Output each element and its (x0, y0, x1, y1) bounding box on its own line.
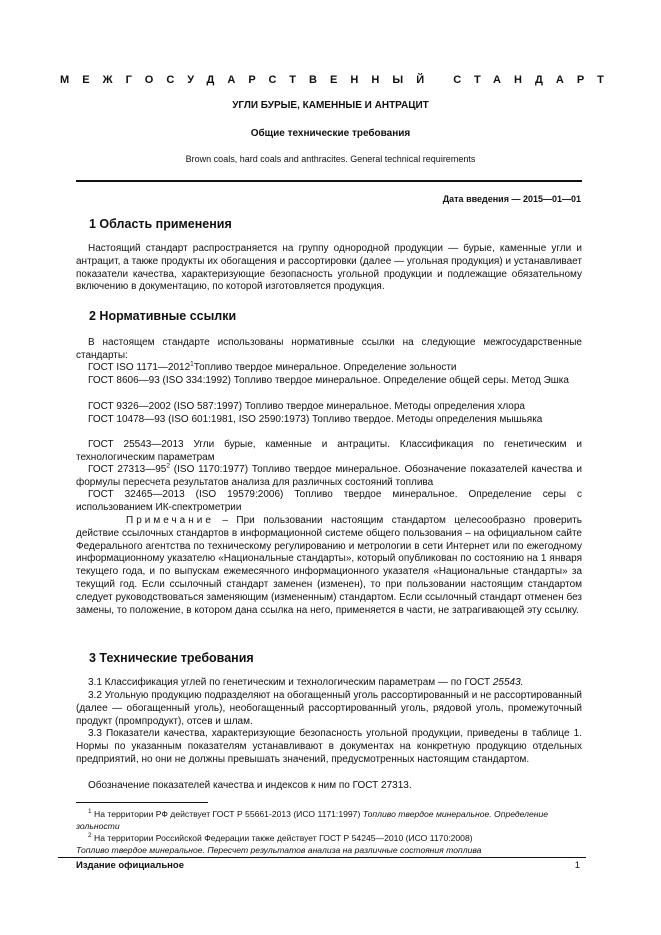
note-label: Примечание (126, 515, 214, 526)
section-1-text: Настоящий стандарт распространяется на группу однородной продукции — бурые, каменные угли и антрацит, а также продукты их обогащения и рассортировки (далее — угольная продукция) и устанавливает показатели качества, характеризующие безопасность угольной продукции и подлежащие обязательному включению в документацию, по которой изготовляется продукция. (76, 243, 582, 293)
english-title: Brown coals, hard coals and anthracites. General technical requirements (185, 154, 476, 164)
reference-6-code: ГОСТ 27313—95 (88, 464, 167, 475)
footnote-1 (76, 809, 582, 832)
note (76, 515, 582, 617)
note-text: – При пользовании настоящим стандартом целесообразно проверить действие ссылочных стандартов в информационной системе общего пользования – на официальном сайте Федерального агентства по техническому регулированию и метрологии в сети Интернет или по ежегодному информационному указателю «Национальные стандарты», который опубликован по состоянию на 1 января текущего года, и по выпускам ежемесячного информационного указателя «Национальные стандарты» за текущий год. Если ссылочный стандарт заменен (изменен), то при пользовании настоящим стандартом следует руководствоваться заменяющим (измененным) стандартом. Если ссылочный стандарт отменен без замены, то положение, в котором дана ссылка на него, применяется в части, не затрагивающей эту ссылку. (76, 515, 582, 616)
clause-3-3: 3.3 Показатели качества, характеризующие безопасность угольной продукции, приведены в таблице 1. Нормы по указанным показателям устанавливают в документах на конкретную продукцию отдельных предприятий, но они не должны превышать значений, предусмотренных настоящим стандартом. (76, 728, 582, 765)
reference-7: ГОСТ 32465—2013 (ISO 19579:2006) Топливо твердое минеральное. Определение серы с использованием ИК-спектрометрии (76, 489, 582, 513)
reference-3: ГОСТ 9326—2002 (ISO 587:1997) Топливо твердое минеральное. Методы определения хлора (88, 401, 525, 412)
footnote-mark-2: 2 (166, 462, 170, 470)
footnote-divider (76, 802, 208, 803)
title-divider (76, 180, 582, 182)
reference-5: ГОСТ 25543—2013 Угли бурые, каменные и антрациты. Классификация по генетическим и технологическим параметрам (76, 439, 582, 463)
introduction-date: Дата введения — 2015—01—01 (442, 194, 581, 204)
footnote-2-text: На территории Российской Федерации также действует ГОСТ Р 54245—2010 (ИСО 1170:2008) (91, 833, 473, 843)
footnote-mark-1: 1 (190, 360, 194, 368)
clause-3-2: 3.2 Угольную продукцию подразделяют на обогащенный уголь рассортированный и не рассортированный (далее — обогащенный уголь), необогащенный рассортированный уголь, рядовой уголь, промежуточный продукт (промпродукт), отсев и шлам. (76, 690, 582, 727)
reference-2: ГОСТ 8606—93 (ISO 334:1992) Топливо твердое минеральное. Определение общей серы. Метод Эшка (88, 375, 569, 386)
page-number: 1 (574, 860, 580, 871)
standard-label: МЕЖГОСУДАРСТВЕННЫЙ СТАНДАРТ (60, 74, 617, 86)
clause-3-3-designation: Обозначение показателей качества и индексов к ним по ГОСТ 27313. (88, 780, 412, 791)
reference-1-title: Топливо твердое минеральное. Определение зольности (193, 362, 457, 373)
footer-divider (58, 857, 586, 858)
footnote-1-title: Топливо твердое минеральное. Определение зольности (76, 809, 549, 831)
reference-1-code: ГОСТ ISO 1171—2012 (88, 362, 191, 373)
footnote-2 (76, 833, 582, 845)
reference-1 (76, 362, 582, 375)
clause-3-1-ref: 25543. (492, 677, 524, 688)
footnote-1-mark: 1 (88, 808, 92, 816)
clause-3-1-text: 3.1 Классификация углей по генетическим и технологическим параметрам — по ГОСТ (88, 677, 493, 688)
section-2-intro: В настоящем стандарте использованы нормативные ссылки на следующие межгосударственные стандарты: (76, 337, 582, 361)
section-2-heading: 2 Нормативные ссылки (89, 309, 237, 323)
section-1-heading: 1 Область применения (89, 217, 232, 231)
reference-6 (76, 464, 582, 490)
section-3-heading: 3 Технические требования (89, 651, 254, 665)
footnote-2-title: Топливо твердое минеральное. Пересчет результатов анализа на различные состояния топлива (76, 845, 482, 855)
reference-6-title: (ISO 1170:1977) Топливо твердое минеральное. Обозначение показателей качества и формулы пересчета результатов анализа для различных состояний топлива (76, 464, 582, 488)
reference-4: ГОСТ 10478—93 (ISO 601:1981, ISO 2590:1973) Топливо твердое. Методы определения мышьяка (88, 414, 543, 425)
footnote-1-text: На территории РФ действует ГОСТ Р 55661-2013 (ИСО 1171:1997) (91, 809, 363, 819)
document-title: УГЛИ БУРЫЕ, КАМЕННЫЕ И АНТРАЦИТ (232, 100, 429, 111)
footnote-2-mark: 2 (88, 832, 92, 840)
edition-label: Издание официальное (76, 860, 184, 871)
document-subtitle: Общие технические требования (250, 128, 411, 139)
clause-3-1 (76, 677, 582, 690)
